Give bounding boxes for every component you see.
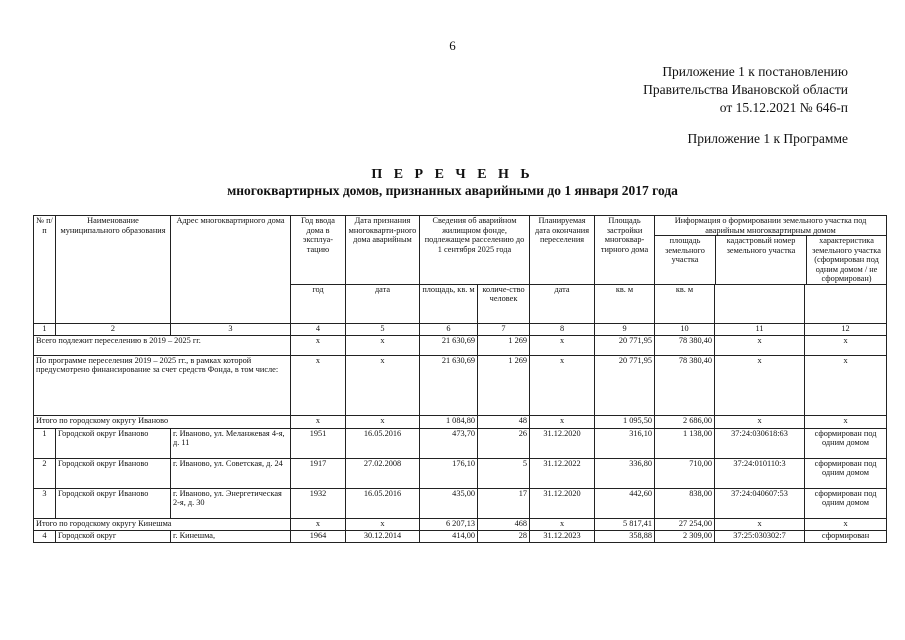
unit-planned: дата bbox=[530, 284, 595, 323]
cell-address: г. Иваново, ул. Энергетическая 2-я, д. 30 bbox=[171, 488, 291, 518]
cell-area: 6 207,13 bbox=[420, 518, 478, 530]
appendix-block bbox=[643, 63, 848, 117]
appendix-line3: от 15.12.2021 № 646-п bbox=[719, 100, 848, 115]
unit-area: площадь, кв. м bbox=[420, 284, 478, 323]
cell-area: 1 084,80 bbox=[420, 415, 478, 428]
header-land-info bbox=[655, 216, 887, 285]
cell-characteristic: сформирован bbox=[805, 530, 887, 542]
cell-building: 358,88 bbox=[595, 530, 655, 542]
table-row bbox=[34, 530, 887, 542]
cell-planned: 31.12.2020 bbox=[530, 488, 595, 518]
cell-num: 2 bbox=[34, 458, 56, 488]
col-number: 2 bbox=[56, 323, 171, 335]
cell-characteristic: сформирован под одним домом bbox=[805, 488, 887, 518]
cell-cadastral: x bbox=[715, 518, 805, 530]
cell-date: x bbox=[346, 518, 420, 530]
summary-fund-row bbox=[34, 355, 887, 415]
cell-area: 414,00 bbox=[420, 530, 478, 542]
cell-planned: x bbox=[530, 355, 595, 415]
unit-building: кв. м bbox=[595, 284, 655, 323]
cell-municipality: Городской округ Иваново bbox=[56, 488, 171, 518]
ivanovo-total-row bbox=[34, 415, 887, 428]
cell-building: 20 771,95 bbox=[595, 335, 655, 355]
cell-year: x bbox=[291, 415, 346, 428]
header-year: Год ввода дома в эксплуа-тацию bbox=[291, 216, 346, 285]
cell-building: 442,60 bbox=[595, 488, 655, 518]
page-number: 6 bbox=[449, 38, 456, 53]
cell-people: 1 269 bbox=[478, 355, 530, 415]
header-row-1 bbox=[34, 216, 887, 285]
cell-num: 4 bbox=[34, 530, 56, 542]
summary-total-label: Всего подлежит переселению в 2019 – 2025 гг. bbox=[34, 335, 291, 355]
header-land-info-title: Информация о формировании земельного участка под аварийным многоквартирным домом bbox=[655, 216, 886, 236]
ivanovo-total-label: Итого по городскому округу Иваново bbox=[34, 415, 291, 428]
cell-date: 27.02.2008 bbox=[346, 458, 420, 488]
cell-cadastral: 37:24:010110:3 bbox=[715, 458, 805, 488]
cell-year: x bbox=[291, 355, 346, 415]
cell-people: 1 269 bbox=[478, 335, 530, 355]
cell-people: 468 bbox=[478, 518, 530, 530]
cell-building: 20 771,95 bbox=[595, 355, 655, 415]
cell-year: 1964 bbox=[291, 530, 346, 542]
cell-building: 336,80 bbox=[595, 458, 655, 488]
cell-land: 710,00 bbox=[655, 458, 715, 488]
cell-people: 17 bbox=[478, 488, 530, 518]
cell-address: г. Иваново, ул. Меланжевая 4-я, д. 11 bbox=[171, 428, 291, 458]
cell-characteristic: сформирован под одним домом bbox=[805, 458, 887, 488]
cell-planned: x bbox=[530, 518, 595, 530]
header-address: Адрес многоквартирного дома bbox=[171, 216, 291, 324]
table-row bbox=[34, 428, 887, 458]
cell-municipality: Городской округ Иваново bbox=[56, 428, 171, 458]
cell-characteristic: x bbox=[805, 518, 887, 530]
col-number: 6 bbox=[420, 323, 478, 335]
col-number: 5 bbox=[346, 323, 420, 335]
col-number: 10 bbox=[655, 323, 715, 335]
cell-land: 838,00 bbox=[655, 488, 715, 518]
cell-area: 435,00 bbox=[420, 488, 478, 518]
unit-land: кв. м bbox=[655, 284, 715, 323]
appendix-line1: Приложение 1 к постановлению bbox=[662, 64, 848, 79]
unit-cadastral-empty bbox=[715, 284, 805, 323]
cell-cadastral: 37:24:030618:63 bbox=[715, 428, 805, 458]
cell-year: 1951 bbox=[291, 428, 346, 458]
cell-land: 1 138,00 bbox=[655, 428, 715, 458]
cell-cadastral: x bbox=[715, 335, 805, 355]
housing-table bbox=[33, 215, 887, 543]
col-number: 9 bbox=[595, 323, 655, 335]
cell-cadastral: x bbox=[715, 355, 805, 415]
cell-land: 27 254,00 bbox=[655, 518, 715, 530]
cell-people: 48 bbox=[478, 415, 530, 428]
cell-building: 1 095,50 bbox=[595, 415, 655, 428]
cell-building: 316,10 bbox=[595, 428, 655, 458]
cell-year: x bbox=[291, 518, 346, 530]
cell-people: 5 bbox=[478, 458, 530, 488]
program-appendix: Приложение 1 к Программе bbox=[687, 131, 848, 146]
cell-land: 2 686,00 bbox=[655, 415, 715, 428]
cell-address: г. Кинешма, bbox=[171, 530, 291, 542]
summary-total-row bbox=[34, 335, 887, 355]
col-number: 7 bbox=[478, 323, 530, 335]
header-land-characteristic: характеристика земельного участка (сформирован под одним домом / не сформирован) bbox=[812, 236, 881, 283]
cell-municipality: Городской округ bbox=[56, 530, 171, 542]
cell-characteristic: x bbox=[805, 335, 887, 355]
table-row bbox=[34, 458, 887, 488]
cell-characteristic: сформирован под одним домом bbox=[805, 428, 887, 458]
col-number: 1 bbox=[34, 323, 56, 335]
col-number: 11 bbox=[715, 323, 805, 335]
cell-num: 1 bbox=[34, 428, 56, 458]
cell-date: 30.12.2014 bbox=[346, 530, 420, 542]
header-municipality: Наименование муниципального образования bbox=[56, 216, 171, 324]
cell-planned: 31.12.2020 bbox=[530, 428, 595, 458]
document-subtitle: многоквартирных домов, признанных аварийными до 1 января 2017 года bbox=[227, 183, 678, 198]
kineshma-total-row bbox=[34, 518, 887, 530]
col-number: 12 bbox=[805, 323, 887, 335]
kineshma-total-label: Итого по городскому округу Кинешма bbox=[34, 518, 291, 530]
cell-municipality: Городской округ Иваново bbox=[56, 458, 171, 488]
header-num: № п/п bbox=[34, 216, 56, 324]
cell-date: x bbox=[346, 335, 420, 355]
cell-year: 1932 bbox=[291, 488, 346, 518]
cell-date: 16.05.2016 bbox=[346, 488, 420, 518]
cell-people: 26 bbox=[478, 428, 530, 458]
cell-area: 176,10 bbox=[420, 458, 478, 488]
cell-planned: 31.12.2023 bbox=[530, 530, 595, 542]
unit-date: дата bbox=[346, 284, 420, 323]
cell-land: 78 380,40 bbox=[655, 355, 715, 415]
cell-characteristic: x bbox=[805, 355, 887, 415]
cell-cadastral: 37:24:040607:53 bbox=[715, 488, 805, 518]
col-number: 3 bbox=[171, 323, 291, 335]
cell-date: x bbox=[346, 415, 420, 428]
cell-year: 1917 bbox=[291, 458, 346, 488]
header-land-area: площадь земельного участка bbox=[655, 236, 716, 284]
cell-land: 2 309,00 bbox=[655, 530, 715, 542]
unit-year: год bbox=[291, 284, 346, 323]
cell-address: г. Иваново, ул. Советская, д. 24 bbox=[171, 458, 291, 488]
header-recognition-date: Дата признания многокварти-рного дома аварийным bbox=[346, 216, 420, 285]
header-cadastral: кадастровый номер земельного участка bbox=[716, 236, 807, 284]
cell-planned: 31.12.2022 bbox=[530, 458, 595, 488]
cell-cadastral: x bbox=[715, 415, 805, 428]
header-building-area: Площадь застройки многоквар-тирного дома bbox=[595, 216, 655, 285]
header-planned-date: Планируемая дата окончания переселения bbox=[530, 216, 595, 285]
col-number: 4 bbox=[291, 323, 346, 335]
unit-characteristic-empty bbox=[805, 284, 887, 323]
cell-date: 16.05.2016 bbox=[346, 428, 420, 458]
cell-area: 473,70 bbox=[420, 428, 478, 458]
column-number-row bbox=[34, 323, 887, 335]
cell-planned: x bbox=[530, 415, 595, 428]
cell-num: 3 bbox=[34, 488, 56, 518]
cell-characteristic: x bbox=[805, 415, 887, 428]
cell-people: 28 bbox=[478, 530, 530, 542]
cell-area: 21 630,69 bbox=[420, 355, 478, 415]
cell-cadastral: 37:25:030302:7 bbox=[715, 530, 805, 542]
summary-fund-label: По программе переселения 2019 – 2025 гг., в рамках которой предусмотрено финансирование за счет средств Фонда, в том числе: bbox=[34, 355, 291, 415]
col-number: 8 bbox=[530, 323, 595, 335]
cell-planned: x bbox=[530, 335, 595, 355]
cell-year: x bbox=[291, 335, 346, 355]
appendix-line2: Правительства Ивановской области bbox=[643, 82, 848, 97]
header-resettlement-info: Сведения об аварийном жилищном фонде, подлежащем расселению до 1 сентября 2025 года bbox=[420, 216, 530, 285]
cell-land: 78 380,40 bbox=[655, 335, 715, 355]
document-title: П Е Р Е Ч Е Н Ь bbox=[371, 167, 534, 182]
table-row bbox=[34, 488, 887, 518]
cell-area: 21 630,69 bbox=[420, 335, 478, 355]
unit-people: количе-ство человек bbox=[478, 284, 530, 323]
cell-building: 5 817,41 bbox=[595, 518, 655, 530]
cell-date: x bbox=[346, 355, 420, 415]
